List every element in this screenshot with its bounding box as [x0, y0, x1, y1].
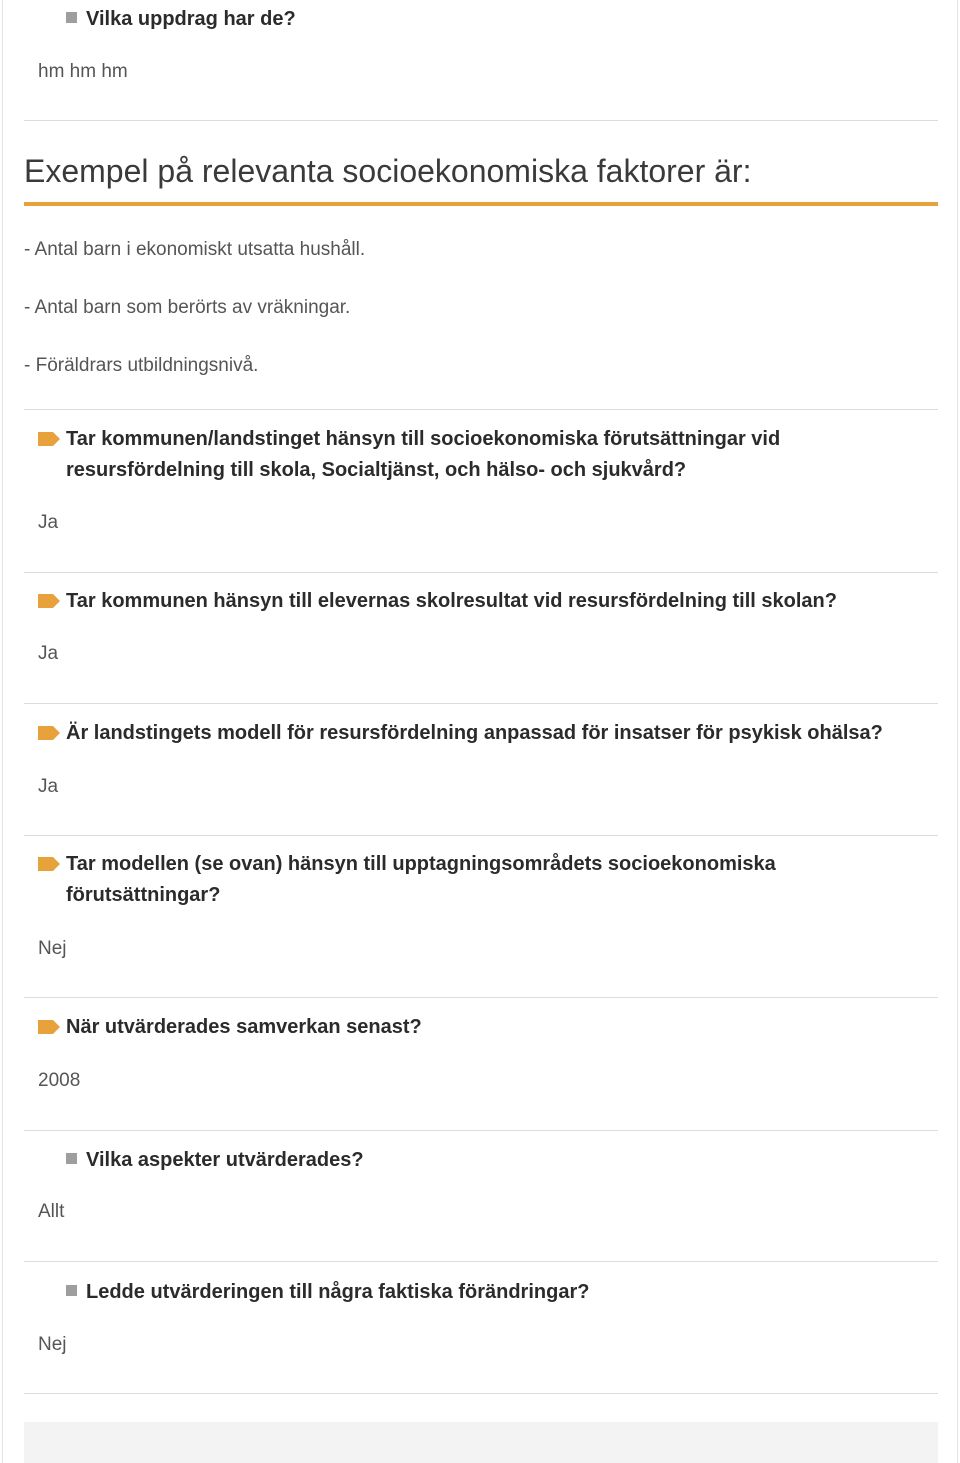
- separator: [24, 703, 938, 704]
- separator: [24, 572, 938, 573]
- answer-text: Nej: [38, 1334, 67, 1355]
- question-text: Vilka aspekter utvärderades?: [86, 1149, 364, 1171]
- tag-icon: [38, 432, 60, 446]
- question-text: När utvärderades samverkan senast?: [66, 1016, 422, 1038]
- question-text: förutsättningar?: [66, 884, 221, 906]
- separator: [24, 120, 938, 121]
- list-item: - Antal barn som berörts av vräkningar.: [24, 297, 351, 318]
- square-bullet-icon: [66, 1153, 77, 1164]
- tag-icon: [38, 857, 60, 871]
- question-text: Är landstingets modell för resursfördelning anpassad för insatser för psykisk ohälsa?: [66, 722, 883, 744]
- answer-text: hm hm hm: [38, 61, 128, 82]
- answer-text: Ja: [38, 643, 59, 664]
- question-text: Tar modellen (se ovan) hänsyn till upptagningsområdets socioekonomiska: [66, 853, 776, 875]
- question-text: resursfördelning till skola, Socialtjänst, och hälso- och sjukvård?: [66, 459, 687, 481]
- answer-text: 2008: [38, 1070, 81, 1091]
- question-text: Tar kommunen hänsyn till elevernas skolresultat vid resursfördelning till skolan?: [66, 590, 837, 612]
- list-item: - Antal barn i ekonomiskt utsatta hushåll.: [24, 239, 366, 260]
- answer-text: Nej: [38, 938, 67, 959]
- question-text: Tar kommunen/landstinget hänsyn till socioekonomiska förutsättningar vid: [66, 428, 781, 450]
- separator: [24, 1130, 938, 1131]
- square-bullet-icon: [66, 1285, 77, 1296]
- footer-panel: [24, 1422, 938, 1463]
- question-text: Vilka uppdrag har de?: [86, 8, 296, 30]
- section-heading: Exempel på relevanta socioekonomiska faktorer är:: [24, 153, 752, 189]
- answer-text: Allt: [38, 1201, 65, 1222]
- separator: [24, 997, 938, 998]
- separator: [24, 409, 938, 410]
- separator: [24, 1261, 938, 1262]
- separator: [24, 1393, 938, 1394]
- tag-icon: [38, 594, 60, 608]
- question-text: Ledde utvärderingen till några faktiska förändringar?: [86, 1281, 590, 1303]
- list-item: - Föräldrars utbildningsnivå.: [24, 355, 259, 376]
- answer-text: Ja: [38, 512, 59, 533]
- tag-icon: [38, 1020, 60, 1034]
- heading-underline: [24, 202, 938, 206]
- separator: [24, 835, 938, 836]
- square-bullet-icon: [66, 12, 77, 23]
- tag-icon: [38, 726, 60, 740]
- answer-text: Ja: [38, 776, 59, 797]
